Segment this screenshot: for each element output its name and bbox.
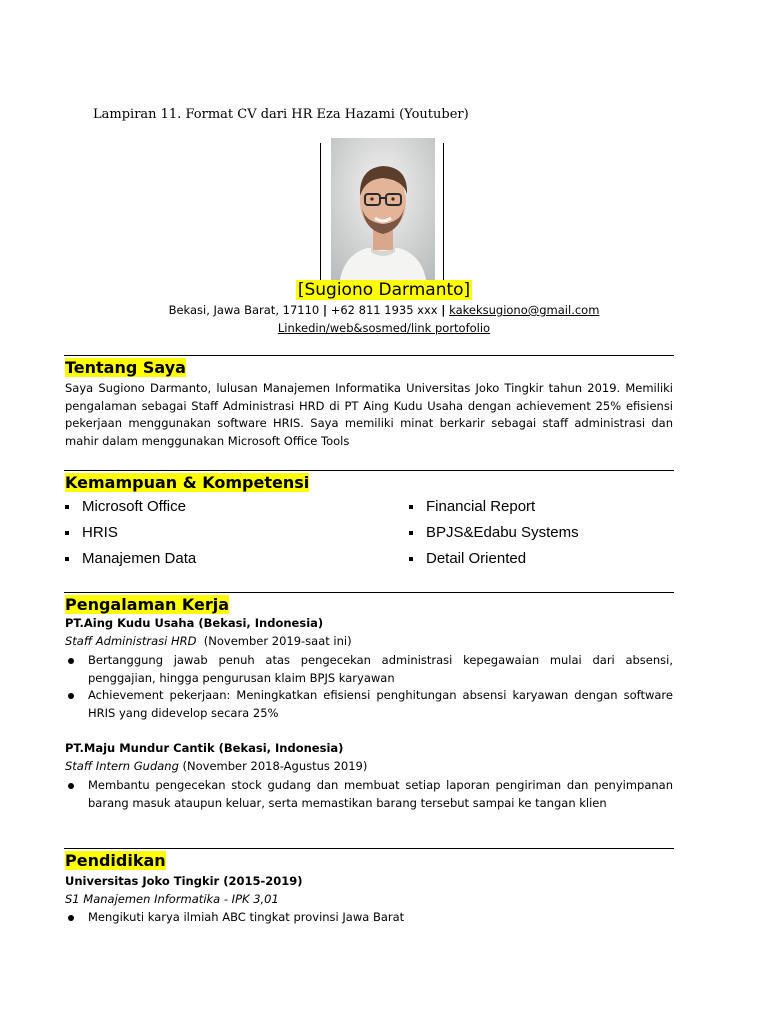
- document-caption: Lampiran 11. Format CV dari HR Eza Hazami (Youtuber): [93, 107, 469, 122]
- skills-right-list: [408, 494, 579, 572]
- section-divider: [64, 355, 674, 356]
- school-name: Universitas Joko Tingkir (2015-2019): [65, 874, 303, 888]
- job-bullets: [65, 777, 673, 812]
- job-role-line: [65, 634, 352, 648]
- address: Bekasi, Jawa Barat, 17110: [168, 303, 320, 317]
- skill-item: Detail Oriented: [408, 546, 579, 572]
- job-company: PT.Aing Kudu Usaha (Bekasi, Indonesia): [65, 616, 324, 630]
- phone: +62 811 1935 xxx: [330, 303, 438, 317]
- separator: |: [441, 303, 446, 317]
- list-item: Achievement pekerjaan: Meningkatkan efisiensi penghitungan absensi karyawan dengan software HRIS yang didevelop secara 25%: [65, 687, 673, 722]
- education-title: Pendidikan: [65, 851, 166, 870]
- email-link[interactable]: kakeksugiono@gmail.com: [449, 303, 600, 317]
- skill-item: HRIS: [64, 520, 196, 546]
- separator: |: [322, 303, 328, 317]
- skill-item: BPJS&Edabu Systems: [408, 520, 579, 546]
- list-item: Mengikuti karya ilmiah ABC tingkat provinsi Jawa Barat: [65, 909, 673, 927]
- job-role-line: [65, 759, 367, 773]
- job-period: (November 2019-saat ini): [203, 634, 352, 648]
- portfolio-link[interactable]: Linkedin/web&sosmed/link portofolio: [277, 321, 491, 335]
- job-period: (November 2018-Agustus 2019): [182, 759, 368, 773]
- about-text: Saya Sugiono Darmanto, lulusan Manajemen Informatika Universitas Joko Tingkir tahun 2019. Memiliki pengalaman sebagai Staff Administrasi HRD di PT Aing Kudu Usaha dengan achievement 25% efisiensi pekerjaan menggunakan software HRIS. Saya memiliki minat berkarir sebagai staff administrasi dan mahir dalam menggunakan Microsoft Office Tools: [65, 381, 673, 448]
- job-bullets: [65, 652, 673, 722]
- skill-item: Microsoft Office: [64, 494, 196, 520]
- list-item: Membantu pengecekan stock gudang dan membuat setiap laporan pengiriman dan penyimpanan barang masuk ataupun keluar, serta memastikan barang tersebut sampai ke tangan klien: [65, 777, 673, 812]
- profile-photo: [331, 138, 435, 288]
- job-company: PT.Maju Mundur Cantik (Bekasi, Indonesia): [65, 741, 344, 755]
- degree: S1 Manajemen Informatika - IPK 3,01: [65, 892, 279, 906]
- experience-title: Pengalaman Kerja: [65, 595, 230, 614]
- skills-left-list: [64, 494, 196, 572]
- list-item: Bertanggung jawab penuh atas pengecekan administrasi kepegawaian mulai dari absensi, penggajian, hingga pengurusan klaim BPJS karyawan: [65, 652, 673, 687]
- section-divider: [64, 470, 674, 471]
- skill-item: Manajemen Data: [64, 546, 196, 572]
- section-divider: [64, 848, 674, 849]
- education-bullets: [65, 909, 673, 927]
- skills-title: Kemampuan & Kompetensi: [65, 473, 310, 492]
- skill-item: Financial Report: [408, 494, 579, 520]
- contact-line: [0, 303, 768, 317]
- candidate-name: [Sugiono Darmanto]: [297, 280, 471, 300]
- job-role: Staff Intern Gudang: [65, 759, 179, 773]
- section-divider: [64, 592, 674, 593]
- job-role: Staff Administrasi HRD: [65, 634, 197, 648]
- about-title: Tentang Saya: [65, 358, 186, 377]
